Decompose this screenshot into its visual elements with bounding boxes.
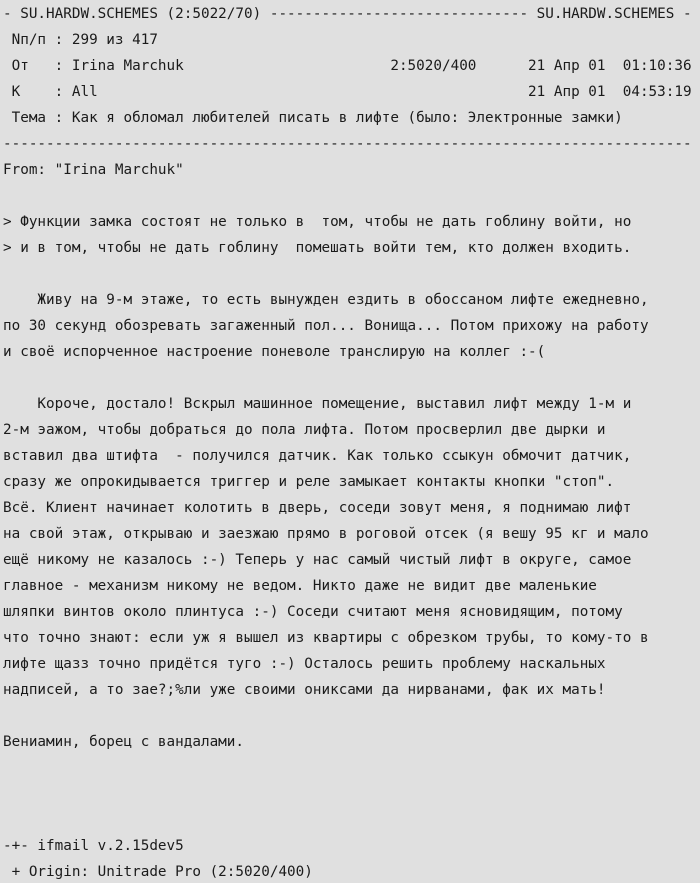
blank-line <box>3 365 700 391</box>
body-text-line: и своё испорченное настроение поневоле транслирую на коллег :-( <box>3 344 546 360</box>
quote-line: > Функции замка состоят не только в том, чтобы не дать гоблину войти, но <box>3 214 632 230</box>
to-line: К : All 21 Апр 01 04:53:19 <box>3 84 692 100</box>
body-text-line: лифте щазз точно придётся туго :-) Осталось решить проблему наскальных <box>3 656 606 672</box>
quote-line: > и в том, чтобы не дать гоблину помешать войти тем, кто должен входить. <box>3 240 632 256</box>
echo-header-line: - SU.HARDW.SCHEMES (2:5022/70) ------------------------------ SU.HARDW.SCHEMES - <box>3 6 692 22</box>
body-text-line: главное - механизм никому не ведом. Никто даже не видит две маленькие <box>3 578 597 594</box>
from-line: От : Irina Marchuk 2:5020/400 21 Апр 01 01:10:36 <box>3 58 692 74</box>
body-text-line: Всё. Клиент начинает колотить в дверь, соседи зовут меня, я поднимаю лифт <box>3 500 632 516</box>
subject-line: Тема : Как я обломал любителей писать в лифте (было: Электронные замки) <box>3 110 623 126</box>
msg-number-line: Nп/п : 299 из 417 <box>3 32 158 48</box>
signature-line: Вениамин, борец с вандалами. <box>3 734 245 750</box>
blank-line <box>3 781 700 807</box>
blank-line <box>3 261 700 287</box>
body-text-line: по 30 секунд обозревать загаженный пол... Вонища... Потом прихожу на работу <box>3 318 649 334</box>
inner-from-line: From: "Irina Marchuk" <box>3 162 184 178</box>
body-text-line: 2-м эажом, чтобы добраться до пола лифта. Потом просверлил две дырки и <box>3 422 606 438</box>
body-text-line: Живу на 9-м этаже, то есть вынужден ездить в обоссаном лифте ежедневно, <box>3 292 649 308</box>
header-separator: -------------------------------------------------------------------------------- <box>3 136 692 152</box>
body-text-line: что точно знают: если уж я вышел из квартиры с обрезком трубы, то кому-то в <box>3 630 649 646</box>
body-text-line: ещё никому не казалось :-) Теперь у нас самый чистый лифт в округе, самое <box>3 552 632 568</box>
body-text-line: сразу же опрокидывается триггер и реле замыкает контакты кнопки "стоп". <box>3 474 615 490</box>
blank-line <box>3 703 700 729</box>
body-text-line: вставил два штифта - получился датчик. Как только ссыкун обмочит датчик, <box>3 448 632 464</box>
tearline: -+- ifmail v.2.15dev5 <box>3 838 184 854</box>
origin-line: + Origin: Unitrade Pro (2:5020/400) <box>3 864 313 880</box>
body-text-line: Короче, достало! Вскрыл машинное помещение, выставил лифт между 1-м и <box>3 396 632 412</box>
blank-line <box>3 807 700 833</box>
body-text-line: надписей, а то зае?;%ли уже своими ониксами да нирванами, фак их мать! <box>3 682 606 698</box>
body-text-line: шляпки винтов около плинтуса :-) Соседи считают меня ясновидящим, потому <box>3 604 623 620</box>
blank-line <box>3 755 700 781</box>
blank-line <box>3 183 700 209</box>
body-text-line: на свой этаж, открываю и заезжаю прямо в роговой отсек (я вешу 95 кг и мало <box>3 526 649 542</box>
